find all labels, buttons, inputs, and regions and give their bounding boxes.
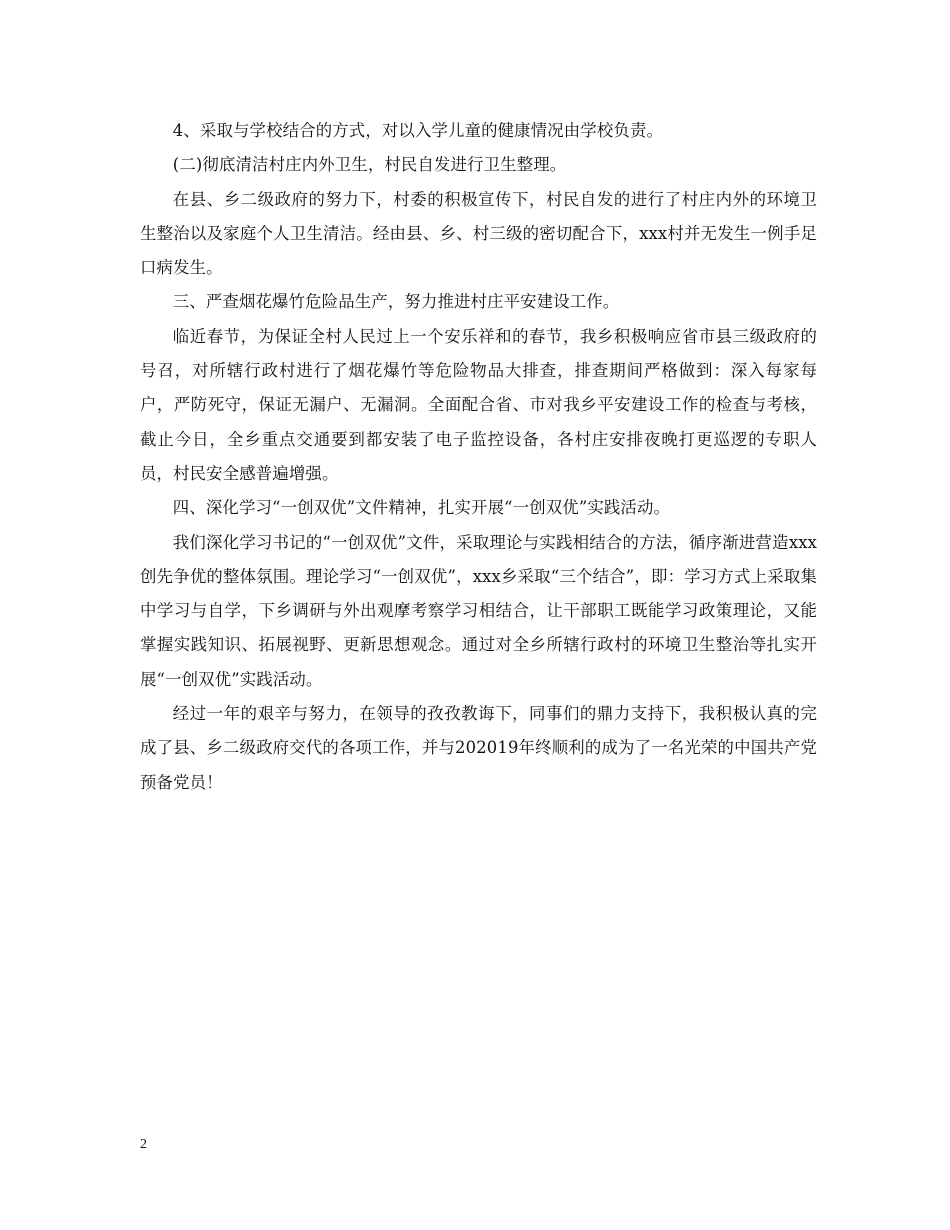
paragraph-item-4: 4、采取与学校结合的方式，对以入学儿童的健康情况由学校负责。 bbox=[172, 121, 664, 140]
paragraph-section-3-heading: 三、严查烟花爆竹危险品生产，努力推进村庄平安建设工作。 bbox=[172, 292, 620, 312]
paragraph-conclusion: 经过一年的艰辛与努力，在领导的孜孜教诲下，同事们的鼎力支持下，我积极认真的完成了县、乡二级政府交代的各项工作，并与202019年终顺利的成为了一名光荣的中国共产党预备党员！ bbox=[140, 704, 817, 792]
paragraph-section-4-heading: 四、深化学习“一创双优”文件精神，扎实开展“一创双优”实践活动。 bbox=[172, 498, 671, 518]
paragraph-sanitation: 在县、乡二级政府的努力下，村委的积极宣传下，村民自发的进行了村庄内外的环境卫生整治以及家庭个人卫生清洁。经由县、乡、村三级的密切配合下，xxx村并无发生一例手足口病发生。 bbox=[140, 189, 817, 278]
paragraph-study-activities: 我们深化学习书记的“一创双优”文件，采取理论与实践相结合的方法，循序渐进营造xxx创先争优的整体氛围。理论学习“一创双优”，xxx乡采取“三个结合”，即：学习方式上采取集中学习与自学，下乡调研与外出观摩考察学习相结合，让干部职工既能学习政策理论，又能掌握实践知识、拓展视野、更新思想观念。通过对全乡所辖行政村的环境卫生整治等扎实开展“一创双优”实践活动。 bbox=[140, 532, 817, 689]
paragraph-section-2-heading: (二)彻底清洁村庄内外卫生，村民自发进行卫生整理。 bbox=[172, 155, 567, 175]
page-number: 2 bbox=[140, 1137, 147, 1152]
paragraph-fireworks-safety: 临近春节，为保证全村人民过上一个安乐祥和的春节，我乡积极响应省市县三级政府的号召，对所辖行政村进行了烟花爆竹等危险物品大排查，排查期间严格做到：深入每家每户，严防死守，保证无漏户、无漏洞。全面配合省、市对我乡平安建设工作的检查与考核，截止今日，全乡重点交通要到都安装了电子监控设备，各村庄安排夜晚打更巡逻的专职人员，村民安全感普遍增强。 bbox=[140, 326, 817, 483]
document-body bbox=[140, 114, 817, 800]
